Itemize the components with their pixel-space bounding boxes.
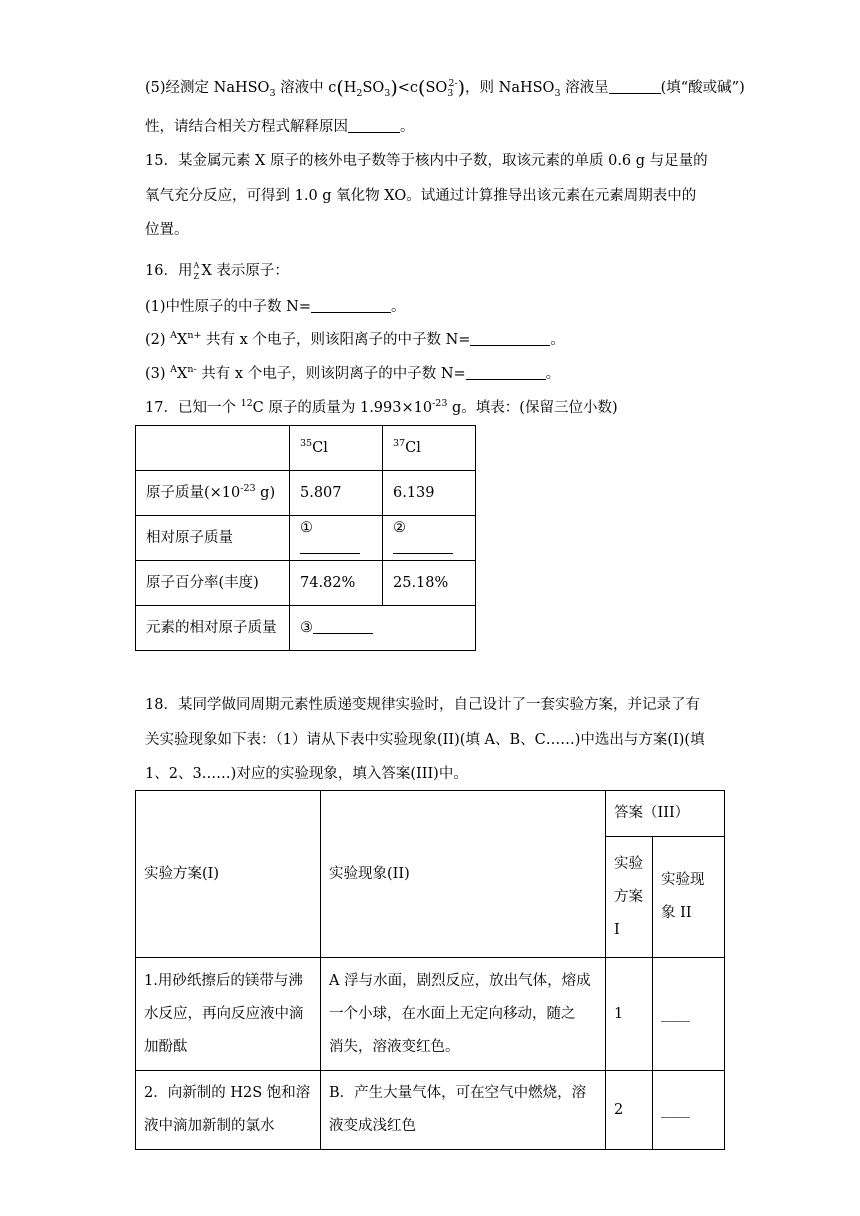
table-row	[136, 471, 476, 516]
q18-intro-line1: 18．某同学做同周期元素性质递变规律实验时，自己设计了一套实验方案，并记录了有	[145, 697, 700, 713]
table-cell: A 浮与水面，剧烈反应，放出气体，熔成 一个小球，在水面上无定向移动，随之 消失，溶液变红色。	[321, 958, 606, 1071]
table-cell: 元素的相对原子质量	[136, 606, 290, 651]
table-cell: 5.807	[290, 471, 383, 516]
q15-line3: 位置。	[145, 222, 189, 238]
answer-cell[interactable]: ____	[653, 1071, 725, 1150]
q14-part5-line1: (5)经测定 NaHSO$_3$ 溶液中 $c(H_2SO_3)<c(SO_3^{2-})$，则 NaHSO$_3$ 溶液呈 (填“酸或碱”)	[145, 77, 745, 99]
answer-blank[interactable]	[470, 330, 550, 346]
table-cell: B．产生大量气体，可在空气中燃烧，溶 液变成浅红色	[321, 1071, 606, 1150]
table-header-row	[136, 791, 725, 837]
q16-title: 16．用 A Z X 表示原子：	[145, 261, 289, 281]
table-cell: 1.用砂纸擦后的镁带与沸 水反应，再向反应液中滴 加酚酞	[136, 958, 321, 1071]
q15-line2: 氧气充分反应，可得到 1.0 g 氧化物 XO。试通过计算推导出该元素在元素周期表中的	[145, 188, 697, 204]
table-row	[136, 516, 476, 561]
q16-part3: (3) $^AX^{n-}$ 共有 x 个电子，则该阴离子的中子数 N= 。	[145, 364, 561, 382]
header-answer-plan: 实验 方案 I	[606, 837, 653, 958]
experiment-table	[135, 790, 725, 1150]
table-cell: 原子质量($\times 10^{-23}$ g)	[136, 471, 290, 516]
table-cell: 2	[606, 1071, 653, 1150]
answer-blank[interactable]	[348, 117, 400, 133]
header-answer-phenomenon: 实验现 象 II	[653, 837, 725, 958]
q14-part5-line2: 性，请结合相关方程式解释原因 。	[145, 119, 415, 135]
table-row	[136, 561, 476, 606]
table-cell: 25.18%	[383, 561, 476, 606]
isotope-table	[135, 425, 476, 651]
q17-title: 17．已知一个 $^{12}$C 原子的质量为 $1.993\times 10^{-23}$ g。填表：(保留三位小数)	[145, 398, 618, 416]
table-cell: 2．向新制的 H2S 饱和溶 液中滴加新制的氯水	[136, 1071, 321, 1150]
table-cell: 74.82%	[290, 561, 383, 606]
answer-blank[interactable]	[300, 538, 360, 554]
header-answer: 答案（III）	[606, 791, 725, 837]
table-cell: 原子百分率(丰度)	[136, 561, 290, 606]
answer-blank[interactable]	[313, 618, 373, 634]
table-cell: $^{37}$Cl	[383, 426, 476, 471]
table-cell: ②	[383, 516, 476, 561]
table-cell	[136, 426, 290, 471]
table-cell: ①	[290, 516, 383, 561]
table-cell: ③	[290, 606, 476, 651]
answer-cell[interactable]: ____	[653, 958, 725, 1071]
answer-blank[interactable]	[311, 297, 391, 313]
table-row	[136, 958, 725, 1071]
q16-part1: (1)中性原子的中子数 N= 。	[145, 299, 406, 315]
table-cell: 1	[606, 958, 653, 1071]
q15-line1: 15．某金属元素 X 原子的核外电子数等于核内中子数，取该元素的单质 0.6 g 与足量的	[145, 153, 708, 169]
q18-intro-line2: 关实验现象如下表：（1）请从下表中实验现象(II)(填 A、B、C……)中选出与方案(I)(填	[145, 732, 705, 748]
answer-blank[interactable]	[466, 364, 546, 380]
answer-blank[interactable]	[609, 78, 661, 94]
table-header-row	[136, 426, 476, 471]
q18-intro-line3: 1、2、3……)对应的实验现象，填入答案(III)中。	[145, 766, 468, 782]
answer-blank[interactable]	[393, 538, 453, 554]
table-row	[136, 1071, 725, 1150]
table-cell: $^{35}$Cl	[290, 426, 383, 471]
nuclide-notation: A Z	[193, 261, 200, 281]
table-cell: 6.139	[383, 471, 476, 516]
table-cell: 相对原子质量	[136, 516, 290, 561]
q16-part2: (2) $^AX^{n+}$ 共有 x 个电子，则该阳离子的中子数 N= 。	[145, 330, 565, 348]
header-phenomenon: 实验现象(II)	[321, 791, 606, 958]
table-row	[136, 606, 476, 651]
header-plan: 实验方案(I)	[136, 791, 321, 958]
